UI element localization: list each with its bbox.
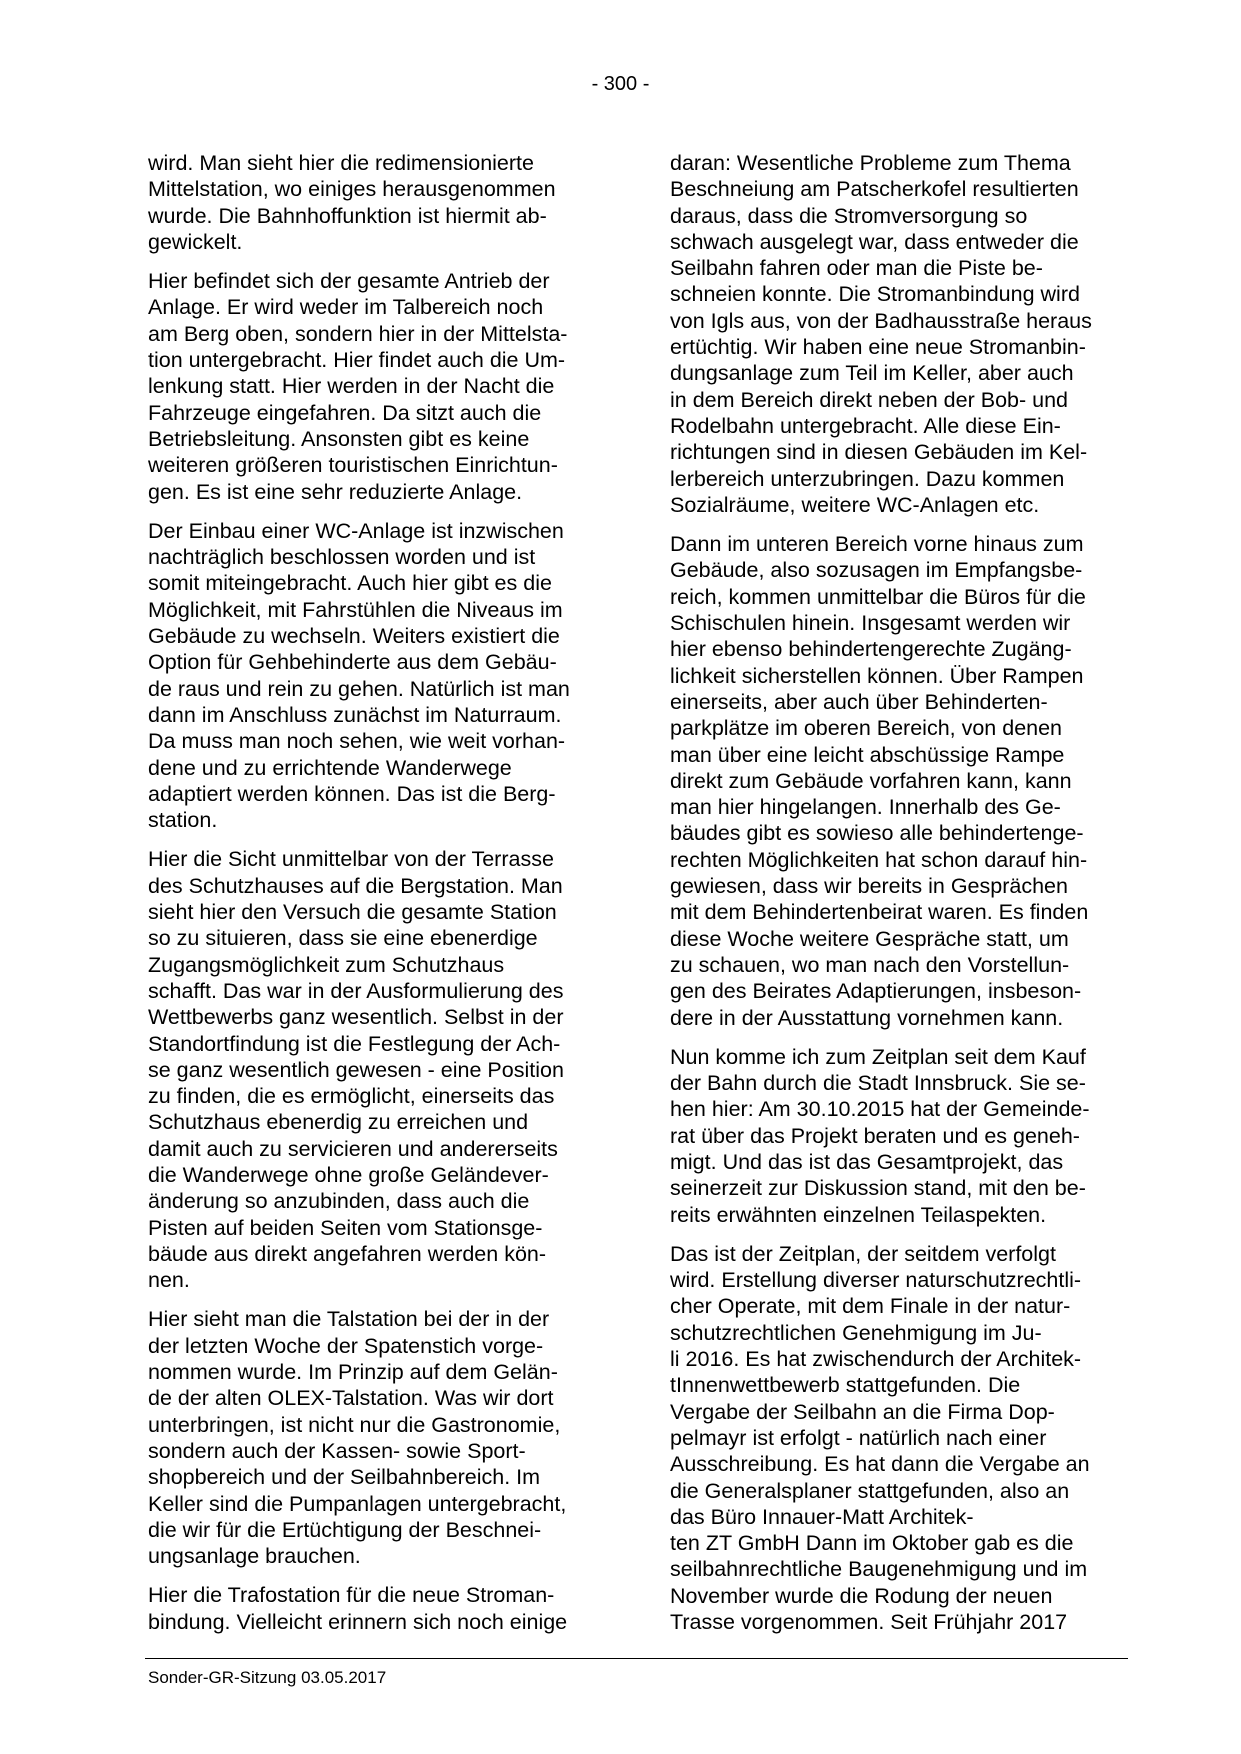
footer-text: Sonder-GR-Sitzung 03.05.2017 — [148, 1668, 387, 1687]
text-line: in dem Bereich direkt neben der Bob- und — [670, 387, 1068, 412]
text-line: ertüchtig. Wir haben eine neue Stromanbin- — [670, 335, 1086, 360]
text-line: zu finden, die es ermöglicht, einerseits das — [148, 1084, 555, 1109]
text-line: tion untergebracht. Hier findet auch die Um- — [148, 348, 566, 373]
text-line: gewiesen, dass wir bereits in Gesprächen — [670, 874, 1068, 899]
text-line: Gebäude zu wechseln. Weiters existiert die — [148, 624, 560, 649]
text-line: so zu situieren, dass sie eine ebenerdige — [148, 926, 538, 951]
text-line: damit auch zu servicieren und andererseits — [148, 1136, 558, 1161]
text-line: Schutzhaus ebenerdig zu erreichen und — [148, 1110, 529, 1135]
text-line: migt. Und das ist das Gesamtprojekt, das — [670, 1149, 1064, 1174]
text-line: am Berg oben, sondern hier in der Mittelsta- — [148, 321, 568, 346]
text-line: sieht hier den Versuch die gesamte Station — [148, 900, 557, 925]
text-line: adaptiert werden können. Das ist die Berg- — [148, 781, 556, 806]
text-line: de der alten OLEX-Talstation. Was wir dort — [148, 1386, 554, 1411]
text-line: Schischulen hinein. Insgesamt werden wir — [670, 611, 1071, 636]
text-line: hier ebenso behindertengerechte Zugäng- — [670, 637, 1072, 662]
text-line: mit dem Behindertenbeirat waren. Es finden — [670, 900, 1089, 925]
text-line: bindung. Vielleicht erinnern sich noch einige — [148, 1609, 568, 1634]
text-line: sondern auch der Kassen- sowie Sport- — [148, 1438, 526, 1463]
text-line: dere in der Ausstattung vornehmen kann. — [670, 1005, 1064, 1030]
text-line: von Igls aus, von der Badhausstraße heraus — [670, 308, 1092, 333]
text-line: zu schauen, wo man nach den Vorstellun- — [670, 952, 1070, 977]
paragraph — [148, 1306, 608, 1569]
paragraph — [148, 1582, 608, 1635]
paragraph — [670, 1241, 1125, 1635]
text-line: Rodelbahn untergebracht. Alle diese Ein- — [670, 413, 1061, 438]
text-line: tInnenwettbewerb stattgefunden. Die — [670, 1373, 1021, 1398]
text-line: wird. Erstellung diverser naturschutzrechtli- — [670, 1268, 1082, 1293]
text-line: Nun komme ich zum Zeitplan seit dem Kauf — [670, 1044, 1086, 1069]
text-line: seinerzeit zur Diskussion stand, mit den be- — [670, 1176, 1086, 1201]
text-line: nachträglich beschlossen worden und ist — [148, 545, 536, 570]
text-line: shopbereich und der Seilbahnbereich. Im — [148, 1465, 541, 1490]
text-line: richtungen sind in diesen Gebäuden im Kel- — [670, 440, 1088, 465]
text-line: li 2016. Es hat zwischendurch der Architek- — [670, 1347, 1082, 1372]
text-line: gewickelt. — [148, 229, 243, 254]
text-line: lerbereich unterzubringen. Dazu kommen — [670, 466, 1065, 491]
text-line: Seilbahn fahren oder man die Piste be- — [670, 256, 1043, 281]
text-line: Hier sieht man die Talstation bei der in der — [148, 1307, 550, 1332]
text-line: Anlage. Er wird weder im Talbereich noch — [148, 295, 544, 320]
text-line: Sozialräume, weitere WC-Anlagen etc. — [670, 492, 1040, 517]
text-line: Vergabe der Seilbahn an die Firma Dop- — [670, 1399, 1055, 1424]
text-line: November wurde die Rodung der neuen — [670, 1583, 1053, 1608]
paragraph — [670, 150, 1125, 518]
text-line: daran: Wesentliche Probleme zum Thema — [670, 151, 1071, 175]
text-line: Option für Gehbehinderte aus dem Gebäu- — [148, 650, 557, 675]
text-line: dann im Anschluss zunächst im Naturraum. — [148, 702, 562, 727]
text-line: nen. — [148, 1268, 190, 1293]
text-line: schneien konnte. Die Stromanbindung wird — [670, 282, 1080, 307]
page-number: - 300 - — [591, 73, 650, 95]
text-line: schwach ausgelegt war, dass entweder die — [670, 229, 1079, 254]
text-line: bäude aus direkt angefahren werden kön- — [148, 1241, 547, 1266]
text-line: Dann im unteren Bereich vorne hinaus zum — [670, 532, 1084, 557]
text-line: direkt zum Gebäude vorfahren kann, kann — [670, 768, 1072, 793]
text-line: man hier hingelangen. Innerhalb des Ge- — [670, 795, 1061, 820]
paragraph — [148, 150, 608, 255]
text-line: Pisten auf beiden Seiten vom Stationsge- — [148, 1215, 543, 1240]
text-line: Keller sind die Pumpanlagen untergebracht, — [148, 1491, 567, 1516]
text-line: Das ist der Zeitplan, der seitdem verfolgt — [670, 1241, 1056, 1266]
text-line: bäudes gibt es sowieso alle behindertenge- — [670, 821, 1084, 846]
text-line: das Büro Innauer-Matt Architek- — [670, 1504, 974, 1529]
text-line: Betriebsleitung. Ansonsten gibt es keine — [148, 426, 530, 451]
text-line: Zugangsmöglichkeit zum Schutzhaus — [148, 952, 505, 977]
text-line: des Schutzhauses auf die Bergstation. Man — [148, 873, 563, 898]
text-line: gen des Beirates Adaptierungen, insbeson- — [670, 979, 1082, 1004]
text-line: weiteren größeren touristischen Einrichtun- — [148, 453, 558, 478]
right-column — [670, 150, 1125, 1648]
footer-rule — [145, 1658, 1128, 1659]
text-line: diese Woche weitere Gespräche statt, um — [670, 926, 1069, 951]
text-line: daraus, dass die Stromversorgung so — [670, 203, 1028, 228]
text-line: se ganz wesentlich gewesen - eine Position — [148, 1057, 564, 1082]
text-line: nommen wurde. Im Prinzip auf dem Gelän- — [148, 1360, 558, 1385]
text-line: dungsanlage zum Teil im Keller, aber auch — [670, 361, 1074, 386]
text-line: Hier die Sicht unmittelbar von der Terrasse — [148, 847, 554, 872]
text-line: Ausschreibung. Es hat dann die Vergabe an — [670, 1452, 1090, 1477]
text-line: gen. Es ist eine sehr reduzierte Anlage. — [148, 479, 523, 504]
text-line: Hier die Trafostation für die neue Stroman- — [148, 1583, 555, 1608]
text-line: seilbahnrechtliche Baugenehmigung und im — [670, 1557, 1088, 1582]
text-line: reits erwähnten einzelnen Teilaspekten. — [670, 1202, 1047, 1227]
paragraph — [148, 268, 608, 505]
text-line: Der Einbau einer WC-Anlage ist inzwischen — [148, 518, 564, 543]
text-line: Mittelstation, wo einiges herausgenommen — [148, 177, 556, 202]
paragraph — [148, 846, 608, 1293]
text-line: die Generalsplaner stattgefunden, also an — [670, 1478, 1070, 1503]
text-line: ungsanlage brauchen. — [148, 1544, 361, 1569]
text-line: schafft. Das war in der Ausformulierung des — [148, 978, 564, 1003]
text-line: pelmayr ist erfolgt - natürlich nach einer — [670, 1425, 1047, 1450]
text-line: cher Operate, mit dem Finale in der natur- — [670, 1294, 1071, 1319]
text-line: Hier befindet sich der gesamte Antrieb der — [148, 269, 550, 294]
text-line: dene und zu errichtende Wanderwege — [148, 755, 512, 780]
text-line: unterbringen, ist nicht nur die Gastronomie, — [148, 1412, 561, 1437]
text-line: der letzten Woche der Spatenstich vorge- — [148, 1333, 544, 1358]
text-line: Möglichkeit, mit Fahrstühlen die Niveaus im — [148, 597, 563, 622]
text-line: de raus und rein zu gehen. Natürlich ist man — [148, 676, 570, 701]
paragraph — [670, 531, 1125, 1031]
text-line: wurde. Die Bahnhoffunktion ist hiermit ab- — [148, 203, 547, 228]
text-line: somit miteingebracht. Auch hier gibt es die — [148, 571, 552, 596]
text-line: einerseits, aber auch über Behinderten- — [670, 689, 1048, 714]
text-line: lenkung statt. Hier werden in der Nacht die — [148, 374, 555, 399]
text-line: man über eine leicht abschüssige Rampe — [670, 742, 1065, 767]
text-line: hen hier: Am 30.10.2015 hat der Gemeinde- — [670, 1097, 1090, 1122]
text-line: Gebäude, also sozusagen im Empfangsbe- — [670, 558, 1083, 583]
text-line: Fahrzeuge eingefahren. Da sitzt auch die — [148, 400, 542, 425]
text-line: Trasse vorgenommen. Seit Frühjahr 2017 — [670, 1610, 1068, 1635]
text-line: rechten Möglichkeiten hat schon darauf hin- — [670, 847, 1088, 872]
paragraph — [148, 518, 608, 834]
text-line: Da muss man noch sehen, wie weit vorhan- — [148, 729, 566, 754]
text-line: Beschneiung am Patscherkofel resultierten — [670, 177, 1079, 202]
text-line: rat über das Projekt beraten und es geneh- — [670, 1123, 1080, 1148]
text-line: die wir für die Ertüchtigung der Beschnei- — [148, 1517, 542, 1542]
text-line: reich, kommen unmittelbar die Büros für die — [670, 584, 1086, 609]
text-line: lichkeit sicherstellen können. Über Rampen — [670, 663, 1084, 688]
left-column — [148, 150, 608, 1648]
text-line: station. — [148, 808, 218, 833]
text-line: die Wanderwege ohne große Geländever- — [148, 1162, 549, 1187]
text-line: parkplätze im oberen Bereich, von denen — [670, 716, 1063, 741]
text-line: der Bahn durch die Stadt Innsbruck. Sie se- — [670, 1071, 1086, 1096]
text-line: änderung so anzubinden, dass auch die — [148, 1189, 530, 1214]
text-line: wird. Man sieht hier die redimensionierte — [148, 151, 534, 175]
text-line: ten ZT GmbH Dann im Oktober gab es die — [670, 1531, 1074, 1556]
text-line: Wettbewerbs ganz wesentlich. Selbst in der — [148, 1005, 564, 1030]
text-line: Standortfindung ist die Festlegung der Ach- — [148, 1031, 561, 1056]
paragraph — [670, 1044, 1125, 1228]
text-line: schutzrechtlichen Genehmigung im Ju- — [670, 1320, 1042, 1345]
